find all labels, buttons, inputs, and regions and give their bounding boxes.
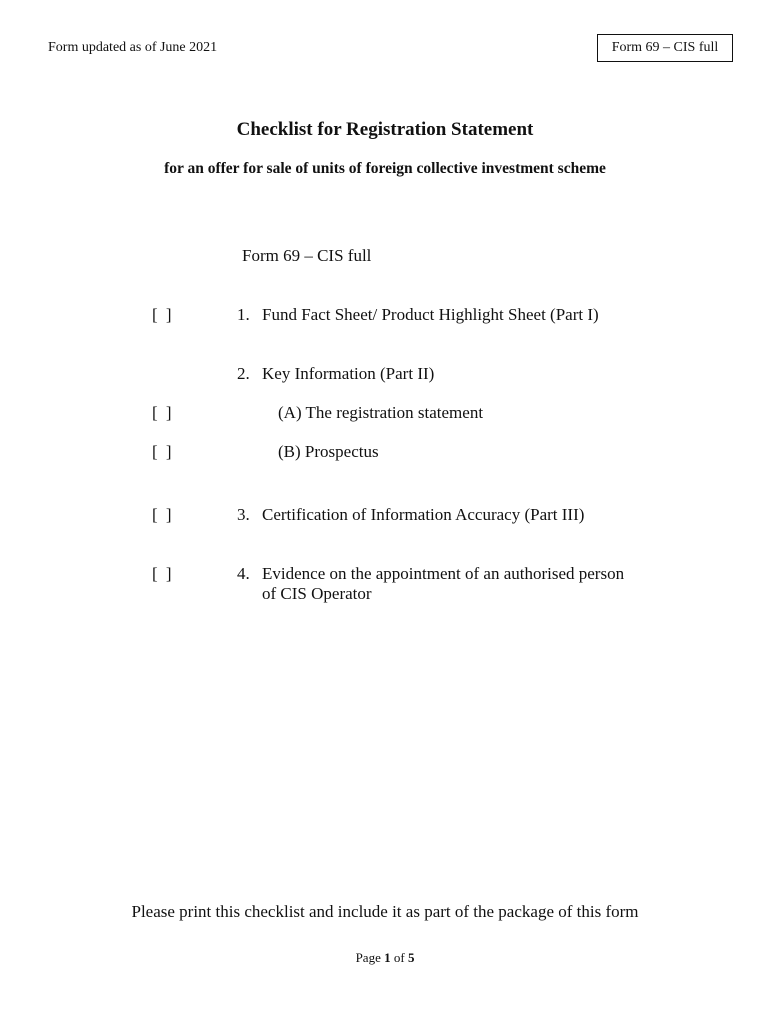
- print-instruction: Please print this checklist and include it as part of the package of this form: [131, 902, 639, 921]
- checkbox-item-1[interactable]: [ ]: [152, 305, 172, 324]
- checklist-item-4: [237, 564, 624, 584]
- item-number: 4.: [237, 564, 250, 583]
- checkbox-item-4[interactable]: [ ]: [152, 564, 172, 583]
- checkbox-item-3[interactable]: [ ]: [152, 505, 172, 524]
- item-text: Key Information (Part II): [262, 364, 435, 383]
- document-subtitle: for an offer for sale of units of foreign collective investment scheme: [164, 160, 606, 177]
- form-label: Form 69 – CIS full: [242, 246, 372, 265]
- page-number: [0, 950, 770, 966]
- page-prefix: Page: [355, 950, 381, 965]
- checklist-item-2: [237, 364, 434, 384]
- document-title: Checklist for Registration Statement: [236, 119, 534, 140]
- checklist-item-2a: (A) The registration statement: [278, 403, 484, 422]
- form-id-label: Form 69 – CIS full: [611, 40, 719, 55]
- checklist-item-1: [237, 305, 599, 325]
- form-updated-date: Form updated as of June 2021: [48, 40, 218, 55]
- checkbox-item-2a[interactable]: [ ]: [152, 403, 172, 422]
- page-current: 1: [384, 950, 391, 965]
- checklist-item-3: [237, 505, 584, 525]
- page-total: 5: [407, 950, 415, 965]
- checklist-item-2b: (B) Prospectus: [278, 442, 379, 461]
- checkbox-item-2b[interactable]: [ ]: [152, 442, 172, 461]
- item-number: 3.: [237, 505, 250, 524]
- item-number: 1.: [237, 305, 250, 324]
- item-text: Fund Fact Sheet/ Product Highlight Sheet (Part I): [262, 305, 599, 324]
- page-of: of: [393, 950, 405, 965]
- form-id-box: [597, 34, 733, 62]
- checklist-item-4-continuation: of CIS Operator: [262, 584, 372, 603]
- item-text: Evidence on the appointment of an authorised person: [262, 564, 625, 583]
- item-number: 2.: [237, 364, 250, 383]
- item-text: Certification of Information Accuracy (Part III): [262, 505, 585, 524]
